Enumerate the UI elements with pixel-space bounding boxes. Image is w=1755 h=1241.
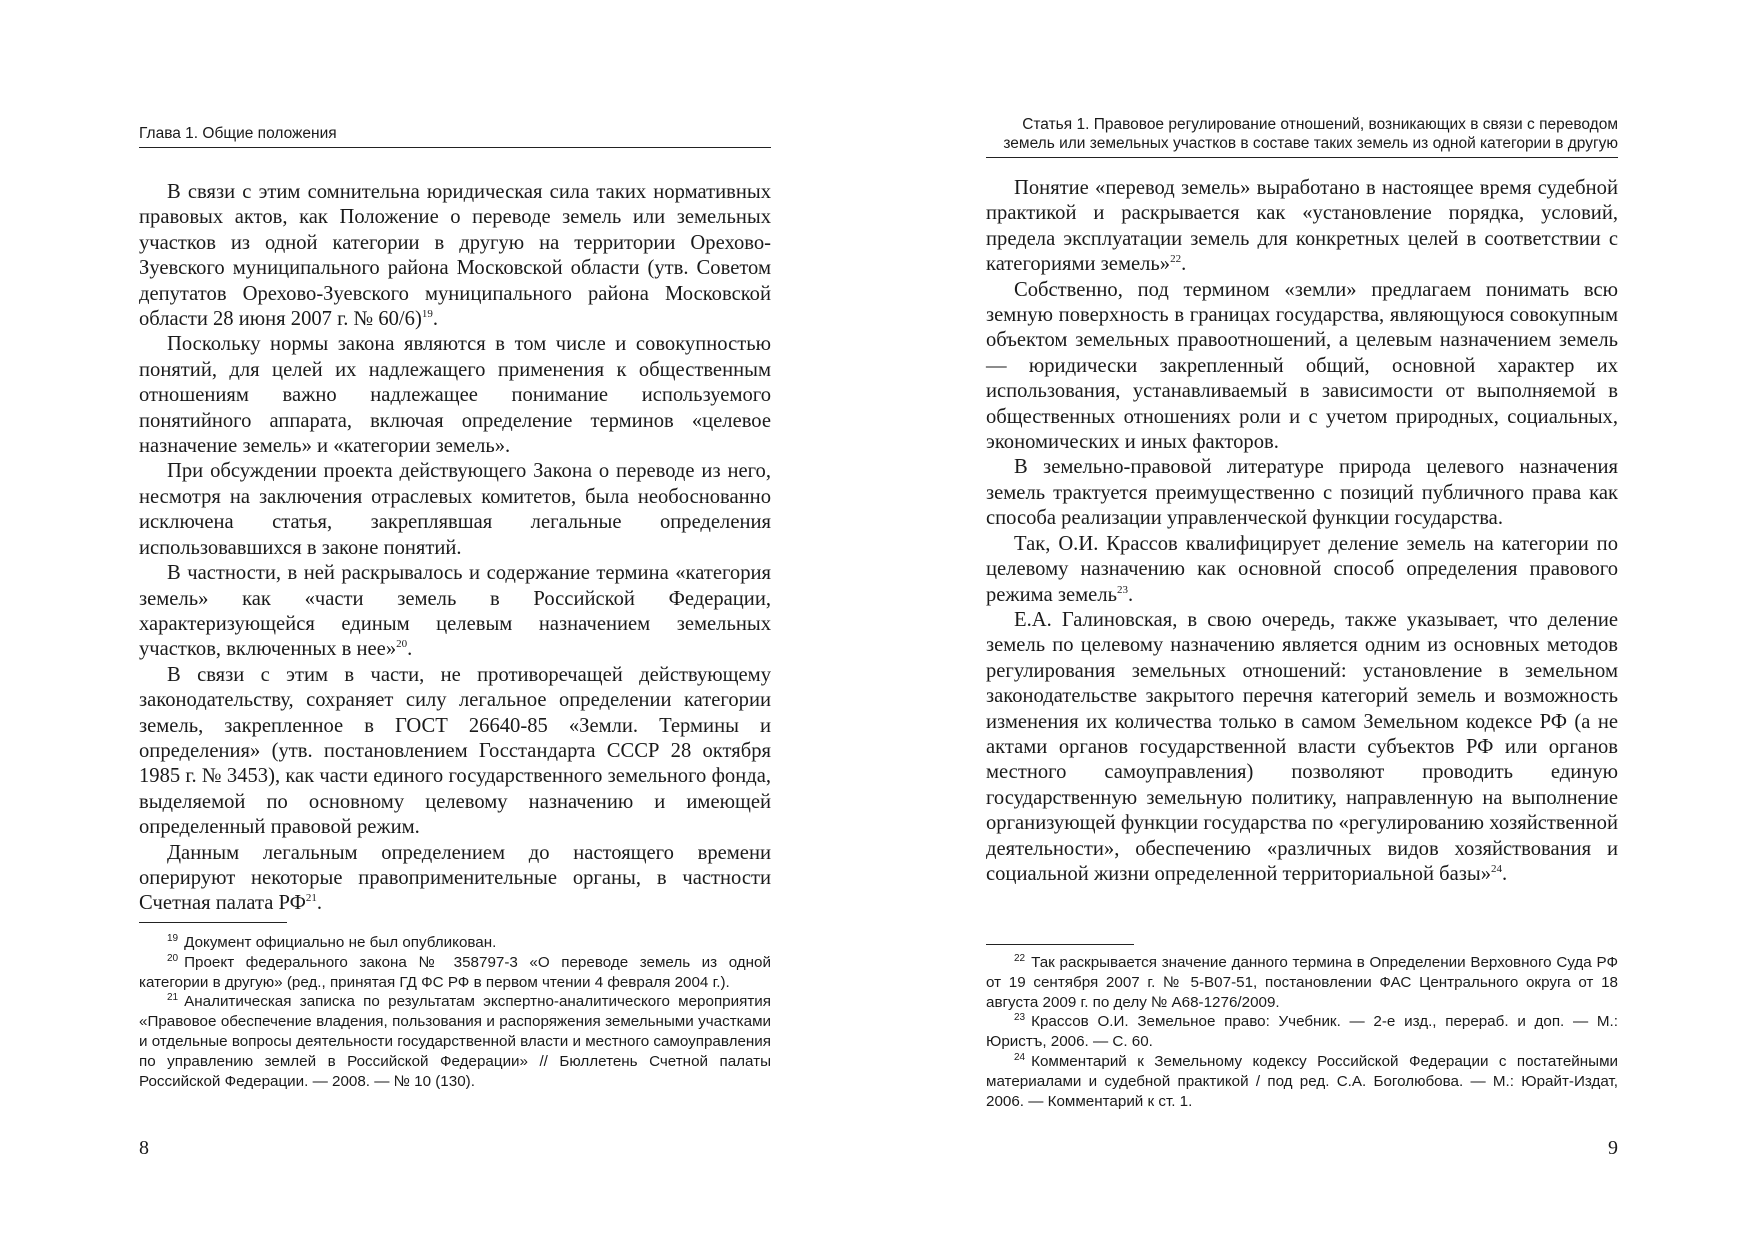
footnotes [986, 953, 1618, 1111]
footnote-ref: 24 [1491, 863, 1503, 876]
paragraph: Понятие «перевод земель» выработано в настоящее время судебной практикой и раскрывается как «установление порядка, условий, предела эксплуатации земель для конкретных целей в соответствии с категориями земель»$^{22}$. [986, 177, 1618, 276]
footnote-ref: 22 [1170, 253, 1182, 266]
paragraph: Собственно, под термином «земли» предлагаем понимать всю земную поверхность в границах государства, являющуюся совокупным объектом земельных правоотношений, а целевым назначением земель — юридически закрепленный общий, основной характер их использования, устанавливаемый в зависимости от выполняемой в общественных отношениях роли и с учетом природных, социальных, экономических и иных факторов. [986, 278, 1618, 454]
footnote: $^{23}$ Крассов О.И. Земельное право: Учебник. — 2-е изд., перераб. и доп. — М.: Юристъ, 2006. — С. 60. [986, 1012, 1618, 1051]
paragraph: В связи с этим в части, не противоречащей действующему законодательству, сохраняет силу легальное определении категории земель, закрепленное в ГОСТ 26640-85 «Земли. Термины и определения» (утв. постановлением Госстандарта СССР 28 октября 1985 г. № 3453), как части единого государственного земельного фонда, выделяемой по основному целевому назначению и имеющей определенный правовой режим. [139, 663, 771, 839]
paragraph: Поскольку нормы закона являются в том числе и совокупностью понятий, для целей их надлежащего применения к общественным отношениям важно надлежащее понимание используемого понятийного аппарата, включая определение терминов «целевое назначение земель» и «категории земель». [139, 333, 771, 458]
paragraph: При обсуждении проекта действующего Закона о переводе из него, несмотря на заключения отраслевых комитетов, была необоснованно исключена статья, закреплявшая легальные определения использовавшихся в законе понятий. [139, 460, 771, 559]
paragraph: Е.А. Галиновская, в свою очередь, также указывает, что деление земель по целевому назначению является одним из основных методов регулирования земельных отношений: установление в земельном законодательстве закрытого перечня категорий земель и возможность изменения их количества только в самом Земельном кодексе РФ (а не актами органов государственной власти субъектов РФ или органов местного самоуправления) позволяют проводить единую государственную земельную политику, направленную на выполнение организующей функции государства по «регулированию хозяйственной деятельности», обеспечению «различных видов хозяйствования и социальной жизни определенной территориальной базы»$^{24}$. [986, 608, 1618, 885]
running-head: Глава 1. Общие положения [139, 124, 771, 148]
footnote: $^{24}$ Комментарий к Земельному кодексу Российской Федерации с постатейными материалами и судебной практикой / под ред. С.А. Боголюбова. — М.: Юрайт-Издат, 2006. — Комментарий к ст. 1. [986, 1051, 1618, 1110]
footnote-ref: 19 [421, 308, 433, 321]
footnote: $^{20}$ Проект федерального закона № 358797-3 «О переводе земель из одной категории в другую» (ред., принятая ГД ФС РФ в первом чтении 4 февраля 2004 г.). [139, 952, 771, 991]
body-text [139, 180, 771, 917]
footnote-divider [139, 922, 287, 923]
paragraph: В связи с этим сомнительна юридическая сила таких нормативных правовых актов, как Положение о переводе земель или земельных участков из одной категории в другую на территории Орехово-Зуевского муниципального района Московской области (утв. Советом депутатов Орехово-Зуевского муниципального района Московской области 28 июня 2007 г. № 60/6)$^{19}$. [139, 181, 771, 331]
footnote-ref: 20 [396, 638, 408, 651]
footnote: $^{21}$ Аналитическая записка по результатам экспертно-аналитического мероприятия «Правовое обеспечение владения, пользования и распоряжения земельными участками и отдельные вопросы деятельности государственной власти и местного самоуправления по управлению землей в Российской Федерации» // Бюллетень Счетной палаты Российской Федерации. — 2008. — № 10 (130). [139, 992, 771, 1090]
footnote-ref: 23 [1116, 583, 1128, 596]
paragraph: Так, О.И. Крассов квалифицирует деление земель на категории по целевому назначению как основной способ определения правового режима земель$^{23}$. [986, 532, 1618, 606]
running-head-line: Статья 1. Правовое регулирование отношений, возникающих в связи с переводом [1022, 116, 1618, 133]
footnote: $^{22}$ Так раскрывается значение данного термина в Определении Верховного Суда РФ от 19 сентября 2007 г. № 5-В07-51, постановлении ФАС Центрального округа от 18 августа 2009 г. по делу № А68-1276/2009. [986, 952, 1618, 1011]
footnote-ref: 21 [305, 892, 317, 905]
paragraph: В земельно-правовой литературе природа целевого назначения земель трактуется преимущественно с позиций публичного права как способа реализации управленческой функции государства. [986, 456, 1618, 530]
page-number: 8 [139, 1137, 149, 1159]
paragraph: В частности, в ней раскрывалось и содержание термина «категория земель» как «части земель в Российской Федерации, характеризующейся единым целевым назначением земельных участков, включенных в нее»$^{20}$. [139, 562, 771, 661]
footnote-divider [986, 944, 1134, 945]
paragraph: Данным легальным определением до настоящего времени оперируют некоторые правоприменительные органы, в частности Счетная палата РФ$^{21}$. [139, 841, 771, 915]
running-head-line: земель или земельных участков в составе таких земель из одной категории в другую [1003, 135, 1618, 152]
footnotes [139, 933, 771, 1091]
footnote: $^{19}$ Документ официально не был опубликован. [167, 932, 497, 951]
page-number: 9 [1608, 1137, 1618, 1159]
running-head [986, 115, 1618, 158]
body-text [986, 176, 1618, 887]
